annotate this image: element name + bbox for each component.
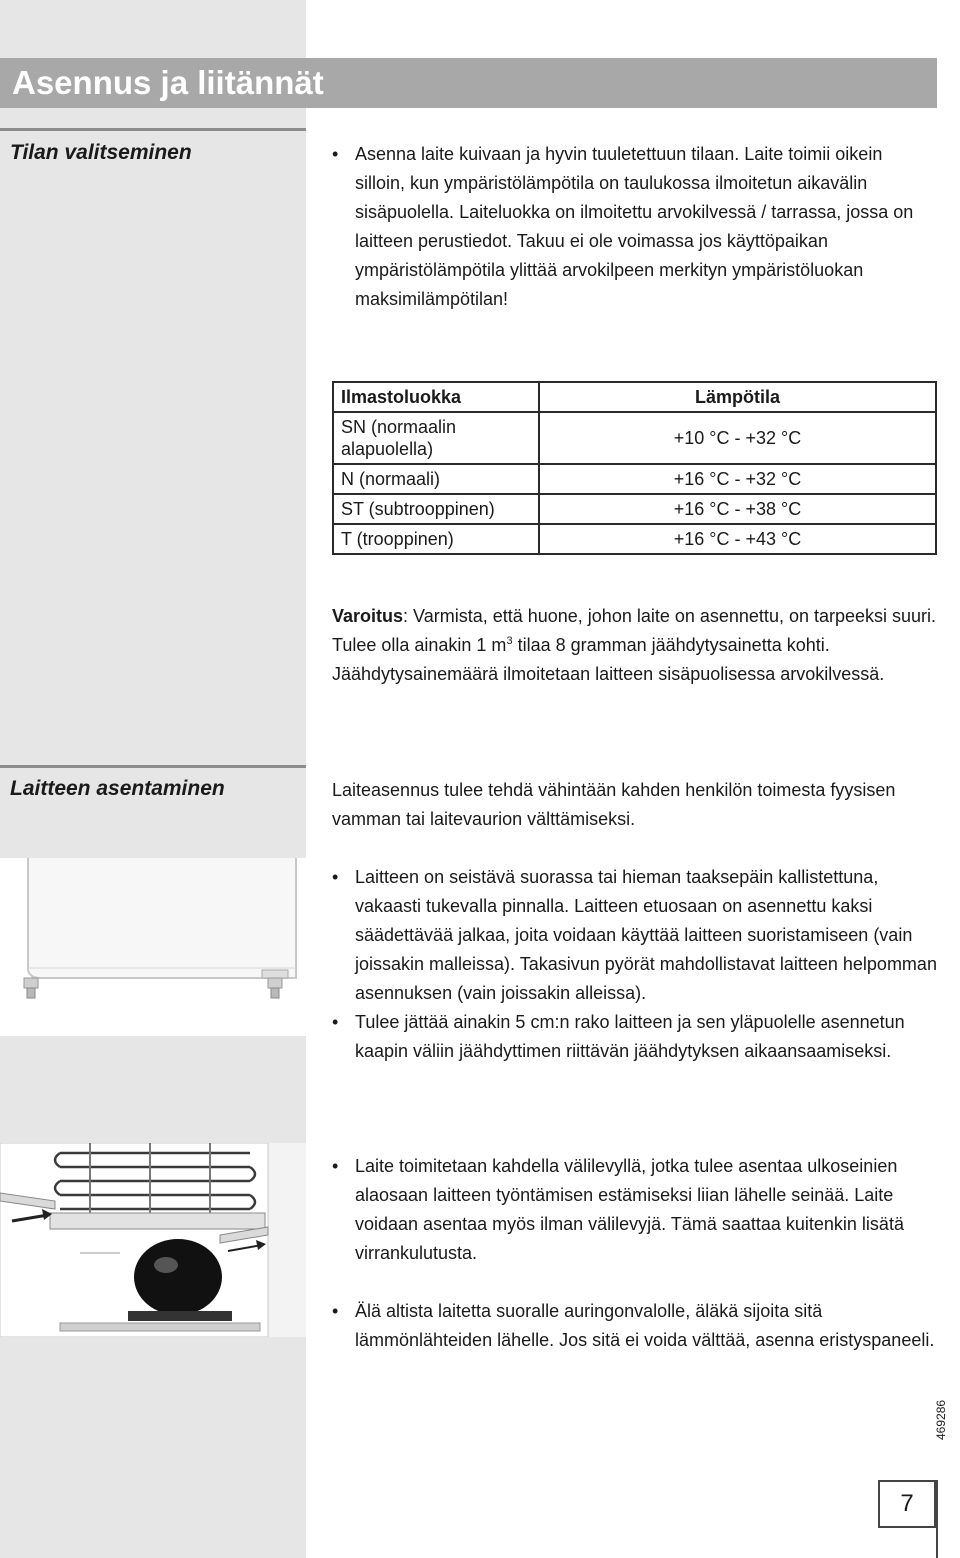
list-item: • Laitteen on seistävä suorassa tai hieman taaksepäin kallistettuna, vakaasti tukevalla pinnalla. Laitteen etuosaan on asennettu kaksi säädettävää jalkaa, joita voidaan käyttää laitteen suoristamiseen (vain joissakin malleissa). Takasivun pyörät mahdollistavat laitteen helpomman asennuksen (vain joissakin alleissa). (332, 863, 937, 1008)
table-row (333, 412, 936, 464)
installation-bullets-b (332, 1152, 937, 1268)
section-heading-space-selection: Tilan valitseminen (10, 141, 192, 164)
installation-bullets-c (332, 1297, 937, 1355)
table-cell-class: ST (subtrooppinen) (333, 494, 539, 524)
space-selection-bullets (332, 140, 937, 314)
page-number: 7 (878, 1480, 936, 1528)
list-item: • Tulee jättää ainakin 5 cm:n rako laitteen ja sen yläpuolelle asennetun kaapin väliin jäähdyttimen riittävän jäähdytyksen aikaansaamiseksi. (332, 1008, 937, 1066)
table-cell-class: N (normaali) (333, 464, 539, 494)
table-cell-class: SN (normaalin alapuolella) (333, 412, 539, 464)
page-title: Asennus ja liitännät (0, 58, 937, 108)
warning-text-2: tilaa 8 gramman jäähdytysainetta kohti. Jäähdytysainemäärä ilmoitetaan laitteen sisäpuolisessa arvokilvessä. (332, 635, 885, 684)
table-cell-temperature: +16 °C - +38 °C (539, 494, 936, 524)
installation-bullets-a (332, 863, 937, 1066)
section-rule-2 (0, 765, 306, 768)
warning-paragraph (332, 602, 937, 689)
list-item: • Älä altista laitetta suoralle auringonvalolle, äläkä sijoita sitä lämmönlähteiden lähelle. Jos sitä ei voida välttää, asenna eristyspaneeli. (332, 1297, 937, 1355)
table-cell-temperature: +16 °C - +32 °C (539, 464, 936, 494)
table-header-climate-class: Ilmastoluokka (333, 382, 539, 412)
table-cell-class: T (trooppinen) (333, 524, 539, 554)
table-row (333, 494, 936, 524)
rear-spacer-illustration (0, 1143, 306, 1337)
table-header-row (333, 382, 936, 412)
climate-class-table (332, 381, 937, 555)
table-cell-temperature: +10 °C - +32 °C (539, 412, 936, 464)
warning-text-1: : Varmista, että huone, johon laite on asennettu, on tarpeeksi suuri. Tulee olla ainakin 1 m (332, 606, 937, 655)
table-row (333, 524, 936, 554)
installation-intro: Laiteasennus tulee tehdä vähintään kahden henkilön toimesta fyysisen vamman tai laitevaurion välttämiseksi. (332, 780, 896, 829)
table-cell-temperature: +16 °C - +43 °C (539, 524, 936, 554)
appliance-feet-illustration (0, 858, 306, 1036)
warning-superscript: 3 (506, 635, 513, 647)
section-rule-1 (0, 128, 306, 131)
table-row (333, 464, 936, 494)
table-header-temperature: Lämpötila (539, 382, 936, 412)
page-number-rule (936, 1480, 938, 1558)
list-item: • Asenna laite kuivaan ja hyvin tuuletettuun tilaan. Laite toimii oikein silloin, kun ympäristölämpötila on taulukossa ilmoitetun aikavälin sisäpuolella. Laiteluokka on ilmoitettu arvokilvessä / tarrassa, jossa on laitteen perustiedot. Takuu ei ole voimassa jos käyttöpaikan ympäristölämpötila ylittää arvokilpeen merkityn ympäristöluokan maksimilämpötilan! (332, 140, 937, 314)
list-item: • Laite toimitetaan kahdella välilevyllä, jotka tulee asentaa ulkoseinien alaosaan laitteen työntämisen estämiseksi liian lähelle seinää. Laite voidaan asentaa myös ilman välilevyjä. Tämä saattaa kuitenkin lisätä virrankulutusta. (332, 1152, 937, 1268)
warning-label: Varoitus (332, 606, 404, 626)
document-number: 469286 (934, 1399, 948, 1440)
section-heading-installation: Laitteen asentaminen (10, 777, 225, 800)
